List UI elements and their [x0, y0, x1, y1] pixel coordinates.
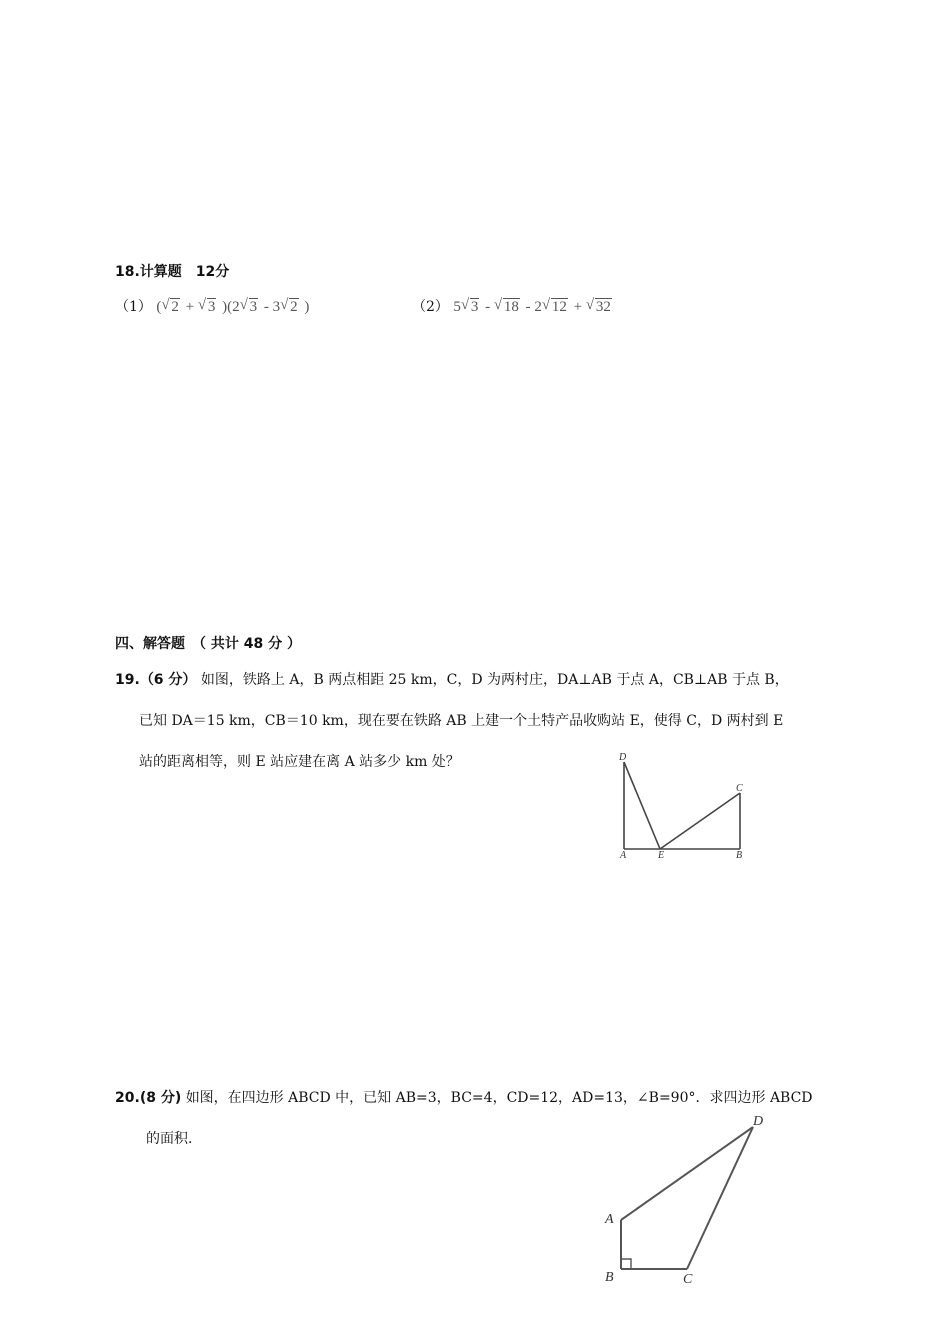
segment-ad [621, 1127, 753, 1220]
segment-cd [687, 1127, 753, 1269]
q18-part1-label: （1） [115, 299, 152, 315]
q19-points: （6 分） [139, 672, 197, 688]
q20-line1 [115, 1087, 813, 1107]
segment-ec [660, 793, 740, 849]
q19-line3: 站的距离相等，则 E 站应建在离 A 站多少 km 处？ [139, 754, 460, 770]
segment-de [624, 762, 660, 849]
q20-line2: 的面积. [146, 1131, 193, 1147]
section4-heading: 四、解答题 （ 共计 48 分 ） [115, 636, 301, 652]
label-a: A [620, 850, 627, 861]
q20-figure [595, 1105, 785, 1295]
q18-part2-expr: 5√ 3 - √ 18 - 2√ 12 + √ 32 [453, 299, 613, 315]
q19-text1: 如图，铁路上 A，B 两点相距 25 km，C，D 为两村庄，DA⊥AB 于点 A，CB⊥AB 于点 B， [200, 672, 789, 688]
q19-line1 [115, 669, 789, 689]
label-b: B [605, 1270, 614, 1285]
q20-points: (8 分) [139, 1090, 182, 1106]
label-a: A [605, 1212, 614, 1227]
label-c: C [736, 783, 743, 794]
q20-number: 20. [115, 1090, 140, 1106]
q19-number: 19. [115, 672, 140, 688]
label-d: D [753, 1114, 764, 1129]
q18-part1-expr: (√ 2 + √ 3 )(2√ 3 - 3√ 2 ) [156, 299, 309, 315]
label-d: D [619, 752, 627, 763]
q19-line2: 已知 DA＝15 km，CB＝10 km，现在要在铁路 AB 上建一个土特产品收购站 E，使得 C，D 两村到 E [139, 713, 784, 729]
q18-part2-label: （2） [412, 299, 449, 315]
q18-part2 [412, 296, 614, 316]
q18-heading: 18.计算题 12分 [115, 264, 230, 280]
q20-text1: 如图，在四边形 ABCD 中，已知 AB=3，BC=4，CD=12，AD=13，∠B=90°．求四边形 ABCD [185, 1090, 813, 1106]
right-angle-mark [621, 1259, 631, 1269]
q19-figure [610, 748, 760, 863]
q18-part1 [115, 296, 309, 316]
label-c: C [683, 1272, 693, 1287]
label-e: E [658, 850, 665, 861]
label-b: B [736, 850, 743, 861]
